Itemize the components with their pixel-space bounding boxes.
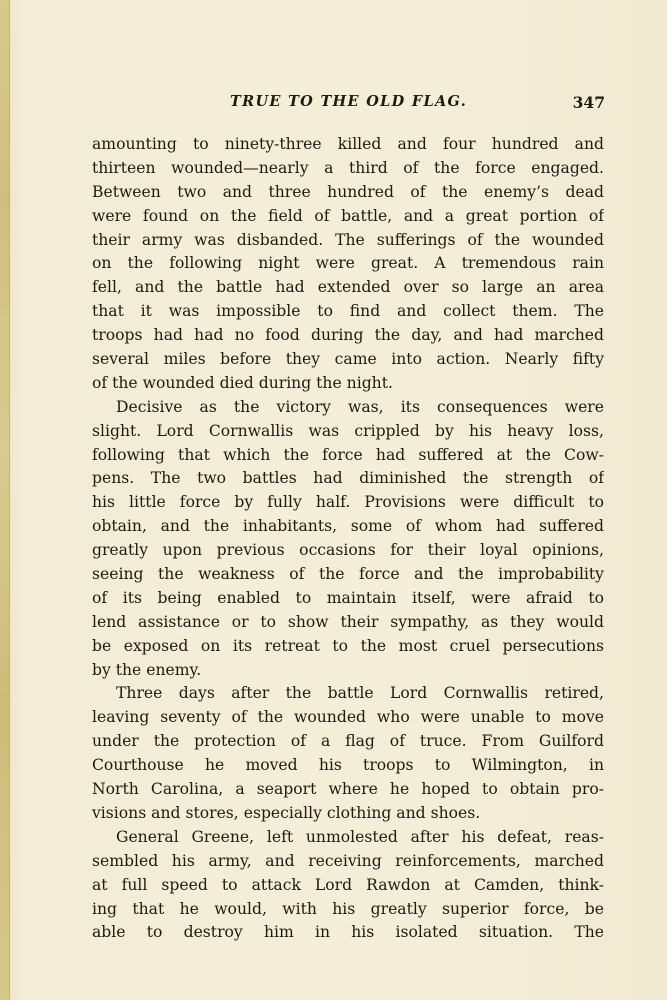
text-line: of its being enabled to maintain itself, were afraid to <box>92 588 604 607</box>
text-line: able to destroy him in his isolated situation. The <box>92 923 604 942</box>
text-line: pens. The two battles had diminished the strength of <box>92 469 604 488</box>
text-line: sembled his army, and receiving reinforcements, marched <box>92 851 604 870</box>
text-line: General Greene, left unmolested after his defeat, reas- <box>116 827 604 846</box>
text-line: Courthouse he moved his troops to Wilmington, in <box>92 756 604 775</box>
text-line: be exposed on its retreat to the most cruel persecutions <box>92 636 604 655</box>
page-number: 347 <box>572 93 605 112</box>
text-line: their army was disbanded. The sufferings of the wounded <box>92 230 604 249</box>
text-line: thirteen wounded—nearly a third of the force engaged. <box>92 158 604 177</box>
text-line: seeing the weakness of the force and the improbability <box>92 565 604 584</box>
text-line: Between two and three hundred of the enemy’s dead <box>92 182 604 201</box>
text-line: leaving seventy of the wounded who were unable to move <box>92 708 604 727</box>
text-line: lend assistance or to show their sympathy, as they would <box>92 612 604 631</box>
text-line: slight. Lord Cornwallis was crippled by his heavy loss, <box>92 421 604 440</box>
text-line: at full speed to attack Lord Rawdon at Camden, think- <box>92 875 604 894</box>
text-line: obtain, and the inhabitants, some of whom had suffered <box>92 517 604 536</box>
text-line: North Carolina, a seaport where he hoped to obtain pro- <box>92 780 604 799</box>
text-line: troops had had no food during the day, and had marched <box>92 326 604 345</box>
text-line: following that which the force had suffered at the Cow- <box>92 445 604 464</box>
text-line: several miles before they came into action. Nearly fifty <box>92 350 604 369</box>
text-line: on the following night were great. A tremendous rain <box>92 254 604 273</box>
binding-edge <box>0 0 10 1000</box>
text-line: fell, and the battle had extended over so large an area <box>92 278 604 297</box>
running-title: TRUE TO THE OLD FLAG. <box>230 93 468 110</box>
page-header <box>90 93 605 115</box>
text-line: greatly upon previous occasions for their loyal opinions, <box>92 541 604 560</box>
text-line: Decisive as the victory was, its consequences were <box>116 397 604 416</box>
text-line: of the wounded died during the night. <box>92 373 393 392</box>
text-line: Three days after the battle Lord Cornwallis retired, <box>116 684 604 703</box>
text-line: were found on the field of battle, and a great portion of <box>92 206 604 225</box>
text-line: his little force by fully half. Provisions were difficult to <box>92 493 604 512</box>
body-text <box>92 133 604 945</box>
text-line: ing that he would, with his greatly superior force, be <box>92 899 604 918</box>
text-line: that it was impossible to find and collect them. The <box>92 302 604 321</box>
text-line: amounting to ninety-three killed and four hundred and <box>92 135 604 153</box>
text-line: by the enemy. <box>92 660 202 679</box>
text-line: visions and stores, especially clothing and shoes. <box>92 803 481 822</box>
text-line: under the protection of a flag of truce. From Guilford <box>92 732 604 751</box>
